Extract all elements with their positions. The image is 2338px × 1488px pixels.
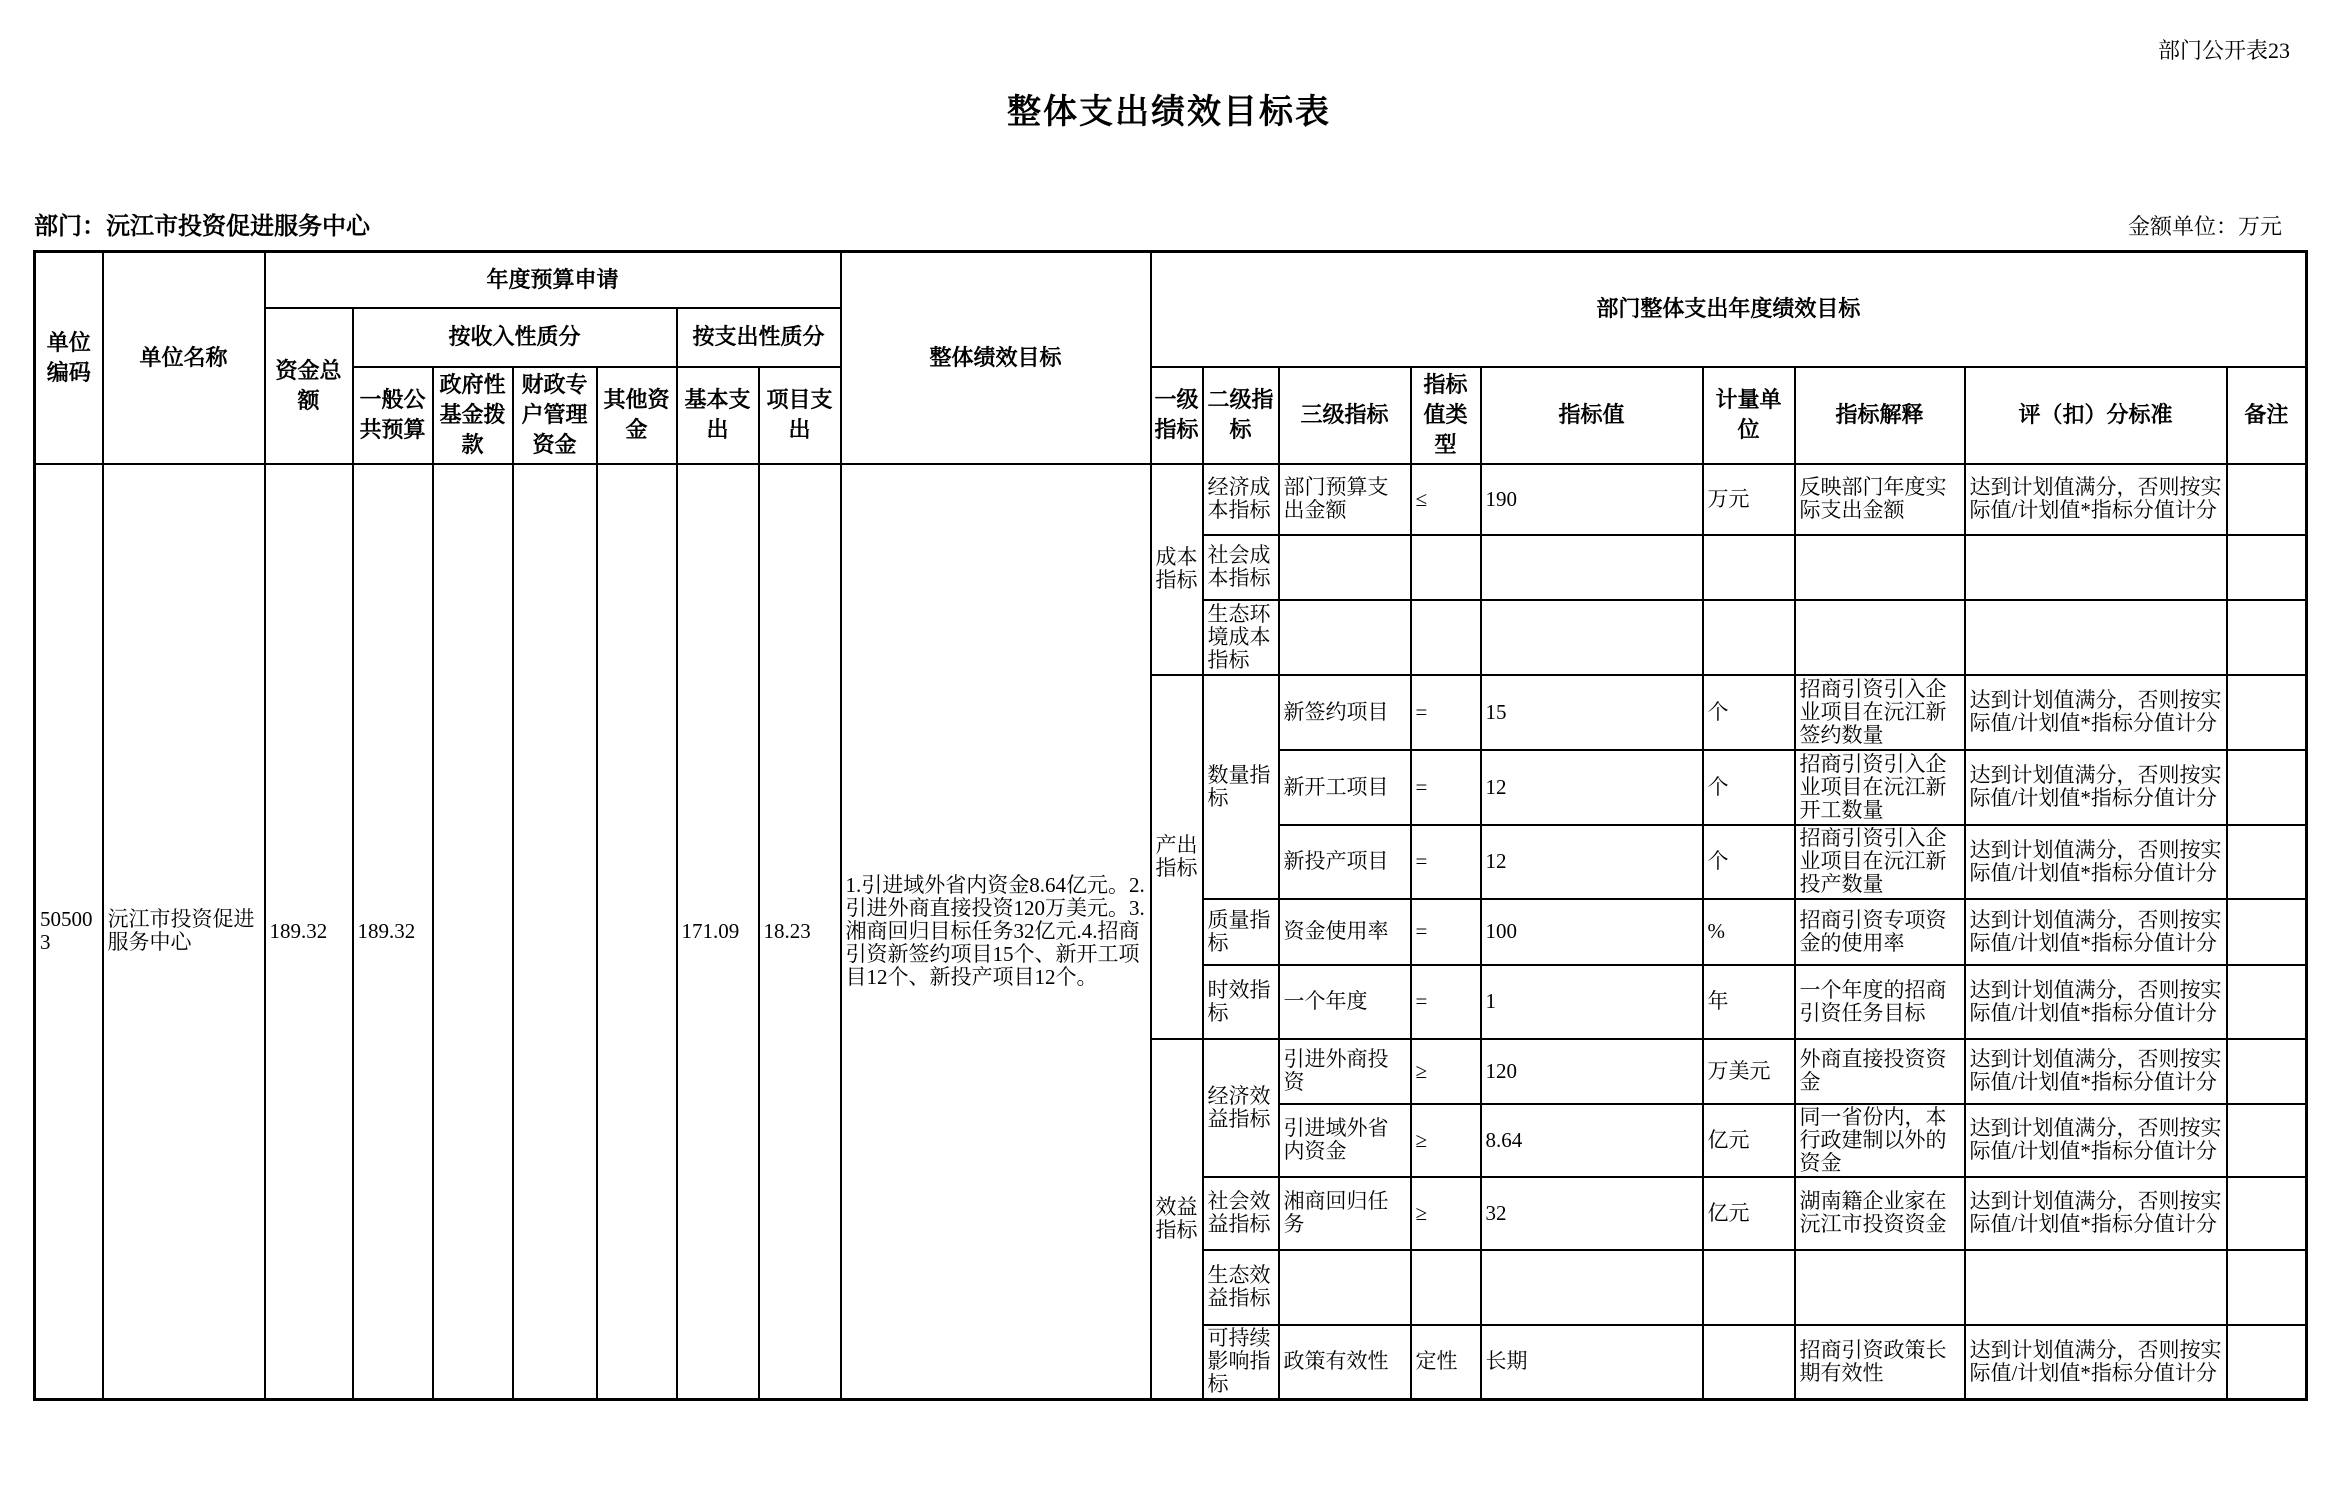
scoring-cell: [1965, 1250, 2227, 1325]
overall-target-cell: 1.引进域外省内资金8.64亿元。2.引进外商直接投资120万美元。3.湘商回归目标任务32亿元.4.招商引资新签约项目15个、新开工项目12个、新投产项目12个。: [841, 464, 1151, 1400]
value-type-cell: =: [1411, 825, 1481, 899]
explanation-cell: 招商引资引入企业项目在沅江新投产数量: [1795, 825, 1965, 899]
value-cell: [1481, 535, 1703, 600]
value-type-cell: ≥: [1411, 1177, 1481, 1250]
level3-cell: 一个年度: [1279, 965, 1411, 1039]
explanation-cell: [1795, 535, 1965, 600]
value-type-cell: =: [1411, 965, 1481, 1039]
unit-code-cell: 505003: [35, 464, 103, 1400]
explanation-cell: 招商引资引入企业项目在沅江新签约数量: [1795, 675, 1965, 750]
value-cell: 长期: [1481, 1325, 1703, 1400]
remark-cell: [2227, 1039, 2307, 1104]
remark-cell: [2227, 1177, 2307, 1250]
scoring-cell: 达到计划值满分，否则按实际值/计划值*指标分值计分: [1965, 1039, 2227, 1104]
remark-cell: [2227, 965, 2307, 1039]
unit-cell: 万美元: [1703, 1039, 1795, 1104]
explanation-cell: 同一省份内，本行政建制以外的资金: [1795, 1104, 1965, 1177]
remark-cell: [2227, 750, 2307, 825]
unit-cell: [1703, 1325, 1795, 1400]
unit-cell: 万元: [1703, 464, 1795, 535]
col-header-general-public-budget: 一般公共预算: [353, 367, 433, 464]
remark-cell: [2227, 825, 2307, 899]
level3-cell: 引进外商投资: [1279, 1039, 1411, 1104]
value-cell: 32: [1481, 1177, 1703, 1250]
value-type-cell: =: [1411, 899, 1481, 965]
basic-expenditure-cell: 171.09: [677, 464, 759, 1400]
form-number-label: 部门公开表23: [2157, 38, 2290, 63]
amount-unit-label: 金额单位：万元: [2127, 214, 2282, 239]
level2-cell: 可持续影响指标: [1203, 1325, 1279, 1400]
value-type-cell: =: [1411, 675, 1481, 750]
remark-cell: [2227, 1104, 2307, 1177]
explanation-cell: 招商引资引入企业项目在沅江新开工数量: [1795, 750, 1965, 825]
explanation-cell: 招商引资专项资金的使用率: [1795, 899, 1965, 965]
page-title: 整体支出绩效目标表: [1007, 93, 1331, 131]
unit-name-cell: 沅江市投资促进服务中心: [103, 464, 265, 1400]
level3-cell: 新投产项目: [1279, 825, 1411, 899]
scoring-cell: 达到计划值满分，否则按实际值/计划值*指标分值计分: [1965, 965, 2227, 1039]
scoring-cell: 达到计划值满分，否则按实际值/计划值*指标分值计分: [1965, 464, 2227, 535]
col-header-basic-expenditure: 基本支出: [677, 367, 759, 464]
project-expenditure-cell: 18.23: [759, 464, 841, 1400]
col-header-other-funds: 其他资金: [597, 367, 677, 464]
col-header-unit-code: 单位编码: [35, 252, 103, 464]
col-header-unit-name: 单位名称: [103, 252, 265, 464]
level3-cell: 政策有效性: [1279, 1325, 1411, 1400]
scoring-cell: 达到计划值满分，否则按实际值/计划值*指标分值计分: [1965, 1177, 2227, 1250]
value-type-cell: =: [1411, 750, 1481, 825]
general-public-budget-cell: 189.32: [353, 464, 433, 1400]
scoring-cell: 达到计划值满分，否则按实际值/计划值*指标分值计分: [1965, 1104, 2227, 1177]
remark-cell: [2227, 1325, 2307, 1400]
level3-cell: 引进域外省内资金: [1279, 1104, 1411, 1177]
unit-cell: 个: [1703, 750, 1795, 825]
value-cell: 120: [1481, 1039, 1703, 1104]
table-row: [35, 464, 2307, 535]
col-header-dept-annual-target: 部门整体支出年度绩效目标: [1151, 252, 2307, 367]
value-cell: [1481, 600, 1703, 675]
col-header-level1: 一级指标: [1151, 367, 1203, 464]
scoring-cell: [1965, 535, 2227, 600]
explanation-cell: [1795, 600, 1965, 675]
explanation-cell: 一个年度的招商引资任务目标: [1795, 965, 1965, 1039]
remark-cell: [2227, 1250, 2307, 1325]
scoring-cell: 达到计划值满分，否则按实际值/计划值*指标分值计分: [1965, 825, 2227, 899]
col-header-overall-target: 整体绩效目标: [841, 252, 1151, 464]
level3-cell: [1279, 1250, 1411, 1325]
value-cell: 12: [1481, 750, 1703, 825]
scoring-cell: 达到计划值满分，否则按实际值/计划值*指标分值计分: [1965, 899, 2227, 965]
value-cell: 100: [1481, 899, 1703, 965]
level3-cell: 新开工项目: [1279, 750, 1411, 825]
explanation-cell: 外商直接投资资金: [1795, 1039, 1965, 1104]
col-header-gov-fund: 政府性基金拨款: [433, 367, 513, 464]
scoring-cell: [1965, 600, 2227, 675]
explanation-cell: 湖南籍企业家在沅江市投资资金: [1795, 1177, 1965, 1250]
unit-cell: [1703, 1250, 1795, 1325]
value-type-cell: [1411, 535, 1481, 600]
value-cell: 15: [1481, 675, 1703, 750]
level2-cell: 生态效益指标: [1203, 1250, 1279, 1325]
col-header-by-expenditure: 按支出性质分: [677, 308, 841, 367]
level2-cell: 经济效益指标: [1203, 1039, 1279, 1177]
level2-cell: 质量指标: [1203, 899, 1279, 965]
level1-cell: 产出指标: [1151, 675, 1203, 1039]
col-header-explanation: 指标解释: [1795, 367, 1965, 464]
level2-cell: 数量指标: [1203, 675, 1279, 899]
scoring-cell: 达到计划值满分，否则按实际值/计划值*指标分值计分: [1965, 1325, 2227, 1400]
col-header-value: 指标值: [1481, 367, 1703, 464]
remark-cell: [2227, 899, 2307, 965]
value-type-cell: [1411, 1250, 1481, 1325]
explanation-cell: [1795, 1250, 1965, 1325]
remark-cell: [2227, 535, 2307, 600]
col-header-remark: 备注: [2227, 367, 2307, 464]
level2-cell: 生态环境成本指标: [1203, 600, 1279, 675]
unit-cell: [1703, 535, 1795, 600]
value-cell: 190: [1481, 464, 1703, 535]
level2-cell: 社会效益指标: [1203, 1177, 1279, 1250]
unit-cell: [1703, 600, 1795, 675]
level2-cell: 经济成本指标: [1203, 464, 1279, 535]
value-type-cell: ≥: [1411, 1039, 1481, 1104]
value-type-cell: ≤: [1411, 464, 1481, 535]
value-cell: [1481, 1250, 1703, 1325]
unit-cell: 亿元: [1703, 1177, 1795, 1250]
level3-cell: [1279, 535, 1411, 600]
level1-cell: 成本指标: [1151, 464, 1203, 675]
value-cell: 12: [1481, 825, 1703, 899]
remark-cell: [2227, 464, 2307, 535]
col-header-project-expenditure: 项目支出: [759, 367, 841, 464]
col-header-level2: 二级指标: [1203, 367, 1279, 464]
remark-cell: [2227, 600, 2307, 675]
col-header-fiscal-account: 财政专户管理资金: [513, 367, 597, 464]
unit-cell: 亿元: [1703, 1104, 1795, 1177]
unit-cell: %: [1703, 899, 1795, 965]
col-header-scoring: 评（扣）分标准: [1965, 367, 2227, 464]
col-header-value-type: 指标值类型: [1411, 367, 1481, 464]
unit-cell: 个: [1703, 825, 1795, 899]
performance-target-table: [33, 250, 2308, 1401]
col-header-total-funds: 资金总额: [265, 308, 353, 464]
value-cell: 8.64: [1481, 1104, 1703, 1177]
col-header-unit: 计量单位: [1703, 367, 1795, 464]
scoring-cell: 达到计划值满分，否则按实际值/计划值*指标分值计分: [1965, 675, 2227, 750]
value-type-cell: [1411, 600, 1481, 675]
level2-cell: 时效指标: [1203, 965, 1279, 1039]
remark-cell: [2227, 675, 2307, 750]
scoring-cell: 达到计划值满分，否则按实际值/计划值*指标分值计分: [1965, 750, 2227, 825]
explanation-cell: 招商引资政策长期有效性: [1795, 1325, 1965, 1400]
value-cell: 1: [1481, 965, 1703, 1039]
unit-cell: 个: [1703, 675, 1795, 750]
fiscal-account-cell: [513, 464, 597, 1400]
value-type-cell: ≥: [1411, 1104, 1481, 1177]
col-header-by-income: 按收入性质分: [353, 308, 677, 367]
explanation-cell: 反映部门年度实际支出金额: [1795, 464, 1965, 535]
other-funds-cell: [597, 464, 677, 1400]
department-label: 部门：沅江市投资促进服务中心: [34, 213, 370, 240]
level1-cell: 效益指标: [1151, 1039, 1203, 1400]
col-header-level3: 三级指标: [1279, 367, 1411, 464]
unit-cell: 年: [1703, 965, 1795, 1039]
level3-cell: [1279, 600, 1411, 675]
level3-cell: 资金使用率: [1279, 899, 1411, 965]
level2-cell: 社会成本指标: [1203, 535, 1279, 600]
value-type-cell: 定性: [1411, 1325, 1481, 1400]
col-header-annual-budget: 年度预算申请: [265, 252, 841, 308]
level3-cell: 湘商回归任务: [1279, 1177, 1411, 1250]
level3-cell: 部门预算支出金额: [1279, 464, 1411, 535]
level3-cell: 新签约项目: [1279, 675, 1411, 750]
gov-fund-cell: [433, 464, 513, 1400]
total-funds-cell: 189.32: [265, 464, 353, 1400]
